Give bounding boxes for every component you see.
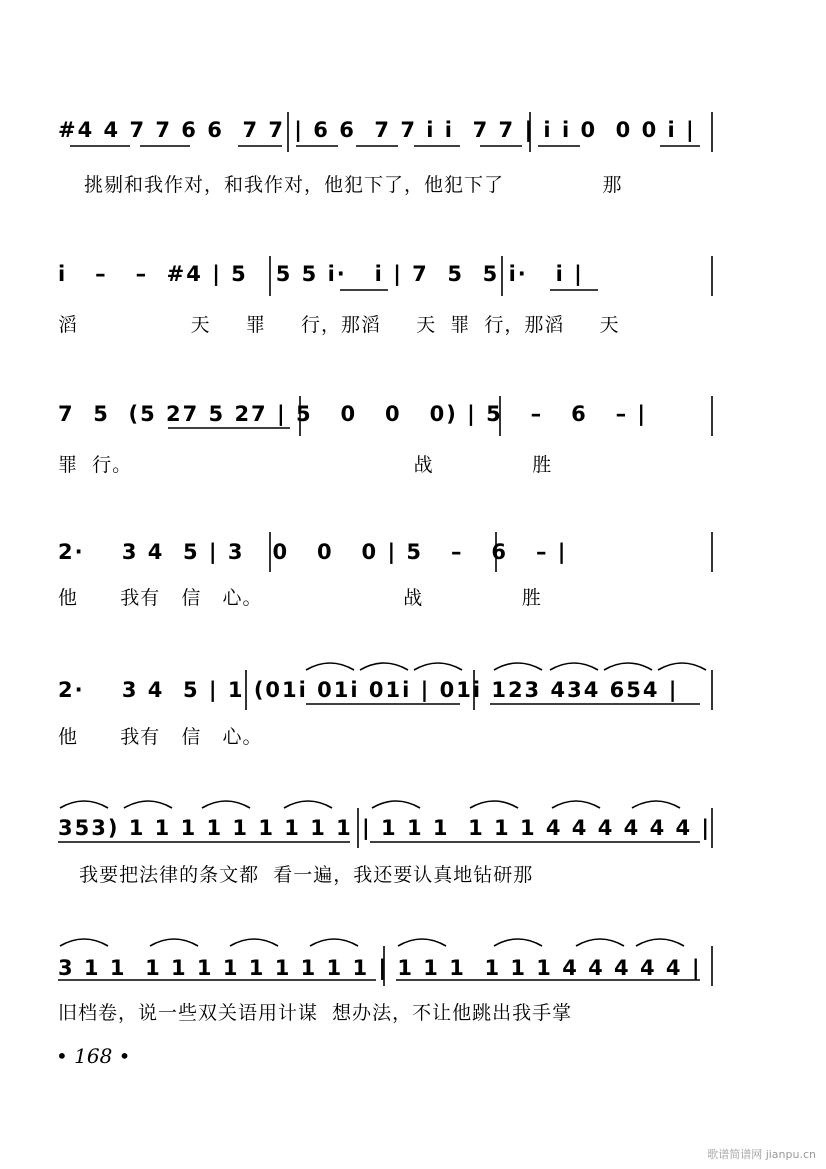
notation-line-3: 7 5 (5 27 5 27 | 5 0 0 0) | 5 – 6 – | bbox=[58, 402, 648, 426]
lyrics-line-4: 他 我有 信 心。 战 胜 bbox=[58, 587, 542, 609]
notation-line-7: 3 1 1 1 1 1 1 1 1 1 1 1 | 1 1 1 1 1 1 4 4 4 4 4 | bbox=[58, 956, 702, 980]
lyrics-line-5: 他 我有 信 心。 bbox=[58, 726, 263, 748]
lyrics-line-1: 挑剔和我作对，和我作对，他犯下了，他犯下了 那 bbox=[84, 174, 623, 196]
notation-line-4: 2· 3 4 5 | 3 0 0 0 | 5 – 6 – | bbox=[58, 540, 568, 564]
notation-line-1: #4 4 7 7 6 6 7 7 | 6 6 7 7 i i 7 7 | i i 0 0 0 i | bbox=[58, 118, 696, 142]
lyrics-line-6: 我要把法律的条文都 看一遍，我还要认真地钻研那 bbox=[58, 864, 534, 886]
notation-line-2: i – – #4 | 5 5 5 i· i | 7 5 5 i· i | bbox=[58, 262, 584, 286]
lyrics-line-2: 滔 天 罪 行，那滔 天 罪 行，那滔 天 bbox=[58, 314, 620, 336]
notation-line-6: 353) 1 1 1 1 1 1 1 1 1 | 1 1 1 1 1 1 4 4 4 4 4 4 | bbox=[58, 816, 712, 840]
page-number: • 168 • bbox=[56, 1044, 131, 1068]
lyrics-line-3: 罪 行。 战 胜 bbox=[58, 454, 553, 476]
watermark: 歌谱简谱网 jianpu.cn bbox=[707, 1148, 816, 1161]
notation-line-5: 2· 3 4 5 | 1 (01i 01i 01i | 01i 123 434 654 | bbox=[58, 678, 679, 702]
lyrics-line-7: 旧档卷，说一些双关语用计谋 想办法，不让他跳出我手掌 bbox=[58, 1002, 573, 1024]
